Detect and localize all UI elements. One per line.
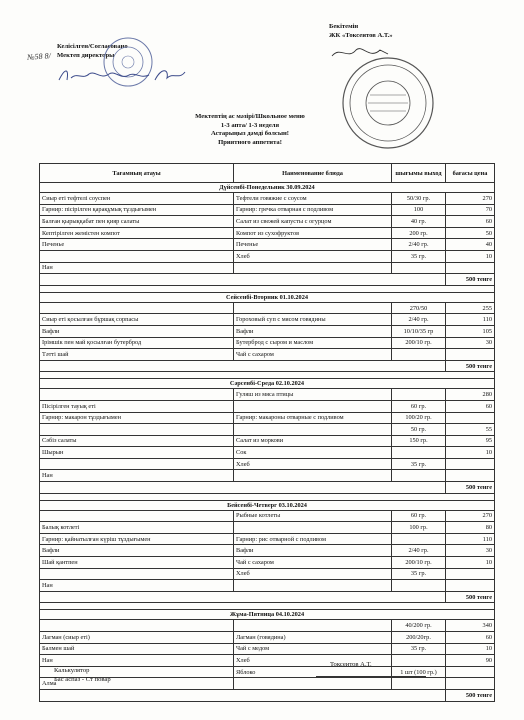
table-row bbox=[40, 389, 495, 401]
dish-ru: Вафли bbox=[234, 545, 392, 557]
footer-role1: Калькулятор bbox=[54, 667, 90, 674]
dish-kz bbox=[40, 250, 234, 262]
dish-price bbox=[446, 470, 495, 482]
dish-output: 2/40 гр. bbox=[392, 314, 446, 326]
menu-title bbox=[150, 113, 350, 147]
dish-ru: Гороховый суп с мясом говядины bbox=[234, 314, 392, 326]
dish-kz: Кептірілген жемістен компот bbox=[40, 227, 234, 239]
title-line4: Приятного аппетита! bbox=[218, 138, 282, 146]
dish-ru bbox=[234, 678, 392, 690]
dish-kz: Гарнир: қайнатылған күріш тұздығымен bbox=[40, 533, 234, 545]
dish-kz: Нан bbox=[40, 470, 234, 482]
dish-ru: Чай с сахаром bbox=[234, 349, 392, 361]
total-row bbox=[40, 274, 495, 286]
dish-kz: Балық котлеті bbox=[40, 522, 234, 534]
dish-output: 40/200 гр. bbox=[392, 620, 446, 632]
dish-output: 100/20 гр. bbox=[392, 412, 446, 424]
dish-ru: Вафли bbox=[234, 325, 392, 337]
table-row bbox=[40, 522, 495, 534]
dish-ru: Компот из сухофруктов bbox=[234, 227, 392, 239]
dish-ru bbox=[234, 400, 392, 412]
dish-kz: Пісірілген тауық еті bbox=[40, 400, 234, 412]
dish-ru: Гарнир: рис отварной с подливом bbox=[234, 533, 392, 545]
table-header-row bbox=[40, 164, 495, 183]
table-row bbox=[40, 580, 495, 592]
dish-kz: Балмен шай bbox=[40, 643, 234, 655]
dish-kz: Вафли bbox=[40, 545, 234, 557]
dish-output: 100 bbox=[392, 204, 446, 216]
dish-kz: Сиыр еті қосылған бұршақ сорпасы bbox=[40, 314, 234, 326]
table-row bbox=[40, 557, 495, 569]
dish-output: 100 гр. bbox=[392, 522, 446, 534]
title-line1: Мектептің ас мәзірі/Школьное меню bbox=[195, 113, 305, 120]
dish-output bbox=[392, 262, 446, 274]
dish-ru: Бутерброд с сыром и маслом bbox=[234, 337, 392, 349]
dish-price: 10 bbox=[446, 250, 495, 262]
dish-output bbox=[392, 678, 446, 690]
title-line3: Астарыңыз дәмді болсын! bbox=[211, 130, 289, 138]
table-row bbox=[40, 510, 495, 522]
dish-output bbox=[392, 470, 446, 482]
dish-ru bbox=[234, 620, 392, 632]
dish-price: 110 bbox=[446, 533, 495, 545]
total-row bbox=[40, 689, 495, 701]
table-row bbox=[40, 337, 495, 349]
spacer-cell bbox=[40, 372, 495, 379]
day-total: 500 тенге bbox=[446, 274, 495, 286]
dish-price: 110 bbox=[446, 314, 495, 326]
spacer-cell bbox=[40, 493, 495, 500]
dish-price: 10 bbox=[446, 447, 495, 459]
dish-ru bbox=[234, 424, 392, 436]
dish-price bbox=[446, 678, 495, 690]
dish-price: 340 bbox=[446, 620, 495, 632]
dish-ru: Гуляш из мяса птицы bbox=[234, 389, 392, 401]
table-row bbox=[40, 568, 495, 580]
header-col-out: шығымы выход bbox=[392, 164, 446, 183]
dish-kz bbox=[40, 510, 234, 522]
footer-roles bbox=[54, 666, 111, 684]
dish-ru: Яблоко bbox=[234, 666, 392, 678]
title-line2: 1-3 апта/ 1-3 неделя bbox=[220, 121, 280, 129]
dish-price: 270 bbox=[446, 510, 495, 522]
signature-left-icon bbox=[57, 66, 187, 84]
handwritten-note: №58 8/ bbox=[26, 51, 52, 62]
dish-kz bbox=[40, 568, 234, 580]
dish-kz: Нан bbox=[40, 655, 234, 667]
day-header-row bbox=[40, 292, 495, 302]
day-title: Дүйсенбі-Понедельник 30.09.2024 bbox=[40, 183, 495, 193]
dish-kz bbox=[40, 389, 234, 401]
dish-output bbox=[392, 447, 446, 459]
stamp-right-icon bbox=[340, 55, 436, 151]
header-col-kz: Тағамның атауы bbox=[40, 164, 234, 183]
dish-price: 50 bbox=[446, 227, 495, 239]
table-row bbox=[40, 470, 495, 482]
dish-ru: Гарнир: макароны отварные с подливом bbox=[234, 412, 392, 424]
dish-kz: Гарнир: макарон тұздығымен bbox=[40, 412, 234, 424]
total-spacer bbox=[40, 482, 446, 494]
dish-ru bbox=[234, 522, 392, 534]
table-row bbox=[40, 314, 495, 326]
dish-price: 255 bbox=[446, 302, 495, 314]
dish-output: 50 гр. bbox=[392, 424, 446, 436]
dish-kz: Шырын bbox=[40, 447, 234, 459]
footer-name: Токсеитов А.Т. bbox=[330, 661, 372, 668]
dish-ru bbox=[234, 580, 392, 592]
dish-price bbox=[446, 349, 495, 361]
dish-output bbox=[392, 349, 446, 361]
dish-ru: Чай с медом bbox=[234, 643, 392, 655]
table-row bbox=[40, 643, 495, 655]
dish-price bbox=[446, 262, 495, 274]
spacer-row bbox=[40, 603, 495, 610]
dish-price: 10 bbox=[446, 643, 495, 655]
day-total: 500 тенге bbox=[446, 482, 495, 494]
dish-ru: Тефтели говяжие с соусом bbox=[234, 193, 392, 205]
dish-ru: Рыбные котлеты bbox=[234, 510, 392, 522]
dish-ru: Печенье bbox=[234, 239, 392, 251]
dish-ru: Сок bbox=[234, 447, 392, 459]
dish-output: 200/20гр. bbox=[392, 632, 446, 644]
dish-kz: Шай қантпен bbox=[40, 557, 234, 569]
approval-block-right bbox=[329, 22, 393, 40]
total-row bbox=[40, 591, 495, 603]
dish-output: 1 шт (100 гр.) bbox=[392, 666, 446, 678]
dish-output: 2/40 гр. bbox=[392, 239, 446, 251]
dish-kz bbox=[40, 302, 234, 314]
table-row bbox=[40, 400, 495, 412]
approval-right-line1: Бекітемін bbox=[329, 23, 359, 30]
dish-kz: Тәтті шай bbox=[40, 349, 234, 361]
dish-price: 280 bbox=[446, 389, 495, 401]
table-row bbox=[40, 193, 495, 205]
dish-output: 60 гр. bbox=[392, 400, 446, 412]
dish-price: 60 bbox=[446, 400, 495, 412]
table-row bbox=[40, 227, 495, 239]
dish-kz: Алма bbox=[40, 678, 234, 690]
dish-ru: Лагман (говядина) bbox=[234, 632, 392, 644]
total-spacer bbox=[40, 591, 446, 603]
table-row bbox=[40, 620, 495, 632]
dish-price: 30 bbox=[446, 545, 495, 557]
dish-price: 95 bbox=[446, 435, 495, 447]
day-header-row bbox=[40, 379, 495, 389]
dish-output: 40 гр. bbox=[392, 216, 446, 228]
dish-price: 70 bbox=[446, 204, 495, 216]
dish-price bbox=[446, 568, 495, 580]
dish-output: 35 гр. bbox=[392, 643, 446, 655]
day-header-row bbox=[40, 183, 495, 193]
spacer-cell bbox=[40, 603, 495, 610]
dish-price: 105 bbox=[446, 325, 495, 337]
total-spacer bbox=[40, 360, 446, 372]
table-row bbox=[40, 424, 495, 436]
dish-kz: Нан bbox=[40, 262, 234, 274]
dish-ru: Чай с сахаром bbox=[234, 557, 392, 569]
dish-price: 30 bbox=[446, 337, 495, 349]
dish-price bbox=[446, 412, 495, 424]
spacer-row bbox=[40, 372, 495, 379]
dish-ru: Хлеб bbox=[234, 568, 392, 580]
dish-output: 50/30 гр. bbox=[392, 193, 446, 205]
table-row bbox=[40, 302, 495, 314]
dish-output: 35 гр. bbox=[392, 250, 446, 262]
dish-price: 270 bbox=[446, 193, 495, 205]
dish-kz: Балған қырыққабат пен қияр салаты bbox=[40, 216, 234, 228]
day-title: Жұма-Пятница 04.10.2024 bbox=[40, 610, 495, 620]
dish-kz: Сәбіз салаты bbox=[40, 435, 234, 447]
table-row bbox=[40, 412, 495, 424]
spacer-row bbox=[40, 285, 495, 292]
approval-left-line1: Келісілген/Согласовано bbox=[57, 43, 128, 50]
spacer-row bbox=[40, 493, 495, 500]
dish-price: 55 bbox=[446, 424, 495, 436]
dish-output: 200/10 гр. bbox=[392, 337, 446, 349]
day-total: 500 тенге bbox=[446, 689, 495, 701]
table-row bbox=[40, 632, 495, 644]
dish-kz bbox=[40, 424, 234, 436]
dish-kz bbox=[40, 620, 234, 632]
total-row bbox=[40, 360, 495, 372]
table-row bbox=[40, 325, 495, 337]
footer-role2: Бас аспаз - Ст повар bbox=[54, 676, 111, 683]
dish-price bbox=[446, 458, 495, 470]
dish-kz: Сиыр еті тефтелі соуспен bbox=[40, 193, 234, 205]
dish-output: 10/10/35 гр bbox=[392, 325, 446, 337]
table-row bbox=[40, 545, 495, 557]
header-col-ru: Наименование блюда bbox=[234, 164, 392, 183]
dish-output bbox=[392, 389, 446, 401]
dish-output: 2/40 гр. bbox=[392, 545, 446, 557]
dish-ru: Хлеб bbox=[234, 458, 392, 470]
approval-left-line2: Мектеп директоры bbox=[57, 52, 115, 59]
spacer-cell bbox=[40, 285, 495, 292]
footer-signature-line bbox=[316, 676, 426, 677]
table-row bbox=[40, 262, 495, 274]
dish-price: 60 bbox=[446, 216, 495, 228]
dish-price: 80 bbox=[446, 522, 495, 534]
table-row bbox=[40, 435, 495, 447]
dish-output: 35 гр. bbox=[392, 458, 446, 470]
dish-kz: Печенье bbox=[40, 239, 234, 251]
table-row bbox=[40, 458, 495, 470]
total-spacer bbox=[40, 274, 446, 286]
dish-ru bbox=[234, 470, 392, 482]
approval-right-line2: ЖК «Токсеитов А.Т.» bbox=[329, 32, 393, 39]
dish-output bbox=[392, 580, 446, 592]
day-title: Бейсенбі-Четверг 03.10.2024 bbox=[40, 500, 495, 510]
table-row bbox=[40, 349, 495, 361]
dish-ru: Салат из свежей капусты с огурцом bbox=[234, 216, 392, 228]
dish-price: 60 bbox=[446, 632, 495, 644]
dish-output bbox=[392, 533, 446, 545]
menu-table bbox=[39, 163, 495, 702]
dish-kz bbox=[40, 458, 234, 470]
dish-kz: Ірімшік пен май қосылған бутерброд bbox=[40, 337, 234, 349]
table-row bbox=[40, 655, 495, 667]
dish-ru: Хлеб bbox=[234, 250, 392, 262]
table-row bbox=[40, 447, 495, 459]
dish-kz: Нан bbox=[40, 580, 234, 592]
table-row bbox=[40, 250, 495, 262]
dish-price bbox=[446, 580, 495, 592]
dish-ru bbox=[234, 262, 392, 274]
header-col-price: бағасы цена bbox=[446, 164, 495, 183]
dish-ru: Гарнир: гречка отварная с подливом bbox=[234, 204, 392, 216]
table-row bbox=[40, 239, 495, 251]
day-header-row bbox=[40, 610, 495, 620]
dish-ru: Салат из моркови bbox=[234, 435, 392, 447]
dish-output: 200/10 гр. bbox=[392, 557, 446, 569]
day-title: Сейсенбі-Вторник 01.10.2024 bbox=[40, 292, 495, 302]
total-row bbox=[40, 482, 495, 494]
day-header-row bbox=[40, 500, 495, 510]
dish-output: 35 гр. bbox=[392, 568, 446, 580]
table-row bbox=[40, 204, 495, 216]
day-title: Сәрсенбі-Среда 02.10.2024 bbox=[40, 379, 495, 389]
dish-output: 150 гр. bbox=[392, 435, 446, 447]
total-spacer bbox=[40, 689, 446, 701]
menu-body bbox=[40, 183, 495, 702]
dish-price: 40 bbox=[446, 239, 495, 251]
dish-output: 270/50 bbox=[392, 302, 446, 314]
dish-kz: Гарнир: пісірілген қарақұмық тұздығымен bbox=[40, 204, 234, 216]
day-total: 500 тенге bbox=[446, 360, 495, 372]
dish-output: 200 гр. bbox=[392, 227, 446, 239]
day-total: 500 тенге bbox=[446, 591, 495, 603]
dish-price bbox=[446, 666, 495, 678]
dish-kz: Лагман (сиыр еті) bbox=[40, 632, 234, 644]
dish-price: 90 bbox=[446, 655, 495, 667]
table-row bbox=[40, 533, 495, 545]
dish-price: 10 bbox=[446, 557, 495, 569]
dish-ru: Хлеб bbox=[234, 655, 392, 667]
dish-ru bbox=[234, 302, 392, 314]
dish-output bbox=[392, 655, 446, 667]
dish-kz: Вафли bbox=[40, 325, 234, 337]
dish-output: 60 гр. bbox=[392, 510, 446, 522]
table-row bbox=[40, 216, 495, 228]
